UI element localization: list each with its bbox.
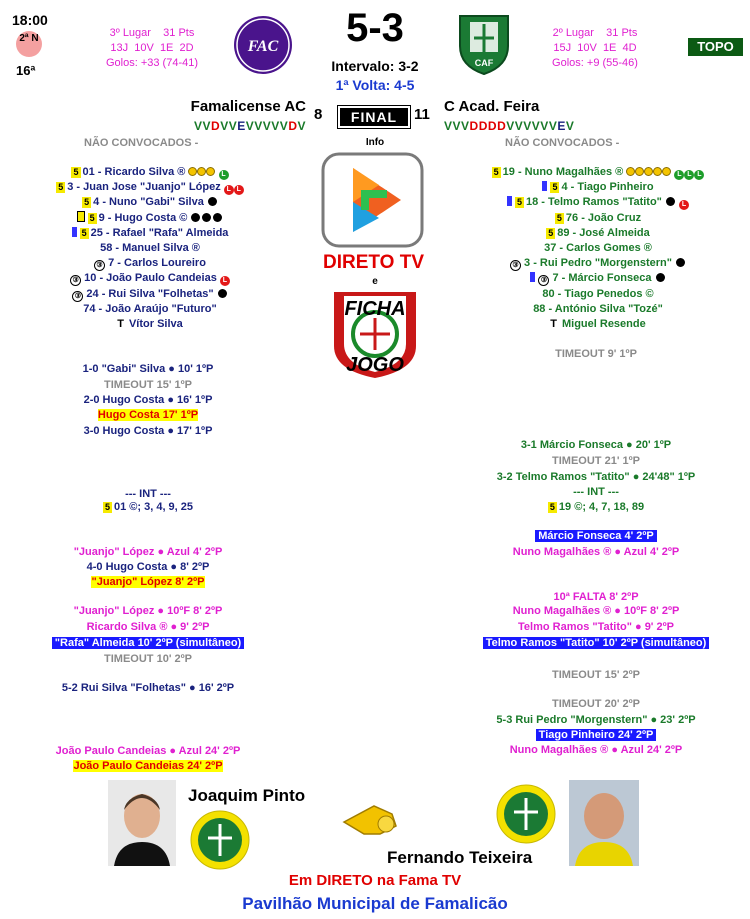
player-name: 4 - Tiago Pinheiro	[561, 181, 654, 194]
starter-icon: 5	[73, 167, 79, 177]
event-text: 19 ©; 4, 7, 18, 89	[558, 501, 645, 513]
player-name: 76 - João Cruz	[565, 211, 642, 224]
form-result: V	[444, 119, 453, 133]
player-name: Vítor Silva	[128, 318, 183, 330]
player-name: 10 - João Paulo Candeias	[84, 272, 217, 285]
event-text: "Rafa" Almeida 10' 2ºP (simultâneo)	[52, 637, 244, 649]
status-label: FINAL	[350, 109, 398, 125]
away-fouls: 11	[414, 106, 430, 123]
form-result: V	[514, 119, 524, 133]
match-event	[426, 620, 750, 635]
match-event	[0, 378, 318, 393]
match-event	[0, 393, 318, 408]
player-row[interactable]	[0, 271, 310, 286]
ficha-jogo-logo[interactable]	[320, 288, 430, 380]
assist-icon	[206, 167, 215, 176]
event-text: Hugo Costa 17' 1ºP	[97, 409, 199, 421]
match-event	[0, 408, 318, 423]
assist-icon	[653, 167, 662, 176]
away-form	[444, 119, 574, 133]
match-event	[426, 454, 750, 469]
substitution-icon	[507, 196, 512, 206]
event-text: 5-3 Rui Pedro "Morgenstern" ● 23' 2ºP	[496, 714, 696, 726]
form-result: D	[211, 119, 221, 133]
player-row[interactable]	[438, 256, 750, 271]
green-card-icon: L	[219, 170, 229, 180]
goal-icon	[191, 213, 200, 222]
match-event	[0, 681, 318, 696]
assist-icon	[626, 167, 635, 176]
home-form	[172, 119, 306, 133]
match-event	[426, 713, 750, 728]
home-position: 3º Lugar 31 Pts	[109, 27, 195, 39]
staff-icon: ③	[538, 275, 549, 286]
direto-tv-logo[interactable]	[321, 152, 424, 248]
match-event	[0, 424, 318, 439]
away-stats	[525, 26, 665, 71]
player-row[interactable]	[438, 287, 750, 302]
halftime-score: Intervalo: 3-2	[331, 58, 419, 74]
event-text: --- INT ---	[125, 488, 171, 500]
form-result: D	[288, 119, 298, 133]
away-team-name[interactable]: C Acad. Feira	[444, 98, 540, 115]
red-card-icon: L	[224, 185, 234, 195]
event-text: Nuno Magalhães ® ● Azul 4' 2ºP	[512, 546, 680, 558]
form-result: V	[254, 119, 263, 133]
event-text: Nuno Magalhães ® ● 10ºF 8' 2ºP	[512, 605, 680, 617]
top-button[interactable]: TOPO	[688, 38, 743, 56]
match-event	[0, 560, 318, 575]
event-text: 2-0 Hugo Costa ● 16' 1ºP	[83, 394, 213, 406]
starter-icon: 5	[81, 227, 87, 238]
match-event	[426, 743, 750, 758]
form-result: D	[487, 119, 498, 133]
player-row[interactable]	[0, 241, 310, 256]
green-card-icon: L	[684, 170, 694, 180]
division-badge-label: 2ª N	[19, 33, 39, 44]
info-label[interactable]: Info	[365, 137, 385, 148]
player-row[interactable]	[0, 165, 310, 180]
and-label: e	[372, 276, 378, 287]
match-event	[426, 728, 750, 743]
form-result: V	[228, 119, 238, 133]
match-event	[0, 636, 318, 651]
form-result: V	[565, 119, 575, 133]
player-name: 37 - Carlos Gomes ®	[544, 242, 652, 254]
referee2-badge-icon	[496, 784, 556, 844]
form-result: V	[461, 119, 470, 133]
staff-icon: ③	[94, 260, 105, 271]
player-name: 7 - Márcio Fonseca	[552, 272, 652, 285]
form-result: V	[202, 119, 212, 133]
event-text: 4-0 Hugo Costa ● 8' 2ºP	[86, 561, 210, 573]
referee1-badge-icon	[190, 810, 250, 870]
home-record: 13J 10V 1E 2D	[110, 42, 194, 54]
assist-icon	[188, 167, 197, 176]
event-text: TIMEOUT 20' 2ºP	[552, 698, 640, 710]
player-row[interactable]	[0, 180, 310, 195]
match-event	[426, 545, 750, 560]
green-card-icon: L	[674, 170, 684, 180]
player-name: 3 - Juan Jose "Juanjo" López	[67, 181, 221, 194]
form-result: V	[262, 119, 272, 133]
player-row[interactable]	[438, 180, 750, 195]
jogo-label: JOGO	[346, 354, 404, 376]
form-result: V	[452, 119, 462, 133]
form-result: V	[540, 119, 549, 133]
player-name: 19 - Nuno Magalhães ®	[502, 166, 624, 178]
referee2-name: Fernando Teixeira	[387, 848, 533, 867]
player-name: 18 - Telmo Ramos "Tatito"	[525, 196, 662, 209]
match-event	[0, 362, 318, 377]
player-name: 25 - Rafael "Rafa" Almeida	[90, 226, 229, 239]
home-fouls: 8	[314, 106, 323, 123]
player-name: 4 - Nuno "Gabi" Silva	[93, 196, 204, 209]
form-result: V	[220, 119, 229, 133]
match-event	[0, 604, 318, 619]
player-row[interactable]	[0, 195, 310, 210]
player-row[interactable]	[438, 211, 750, 226]
first-leg-score: 1ª Volta: 4-5	[335, 77, 415, 93]
goal-icon	[666, 197, 675, 206]
away-goals: Golos: +9 (55-46)	[552, 57, 638, 69]
player-name: 58 - Manuel Silva ®	[100, 242, 200, 254]
direto-tv-link[interactable]: DIRETO TV	[323, 252, 424, 273]
whistle-icon	[340, 800, 404, 840]
assist-icon	[197, 167, 206, 176]
event-text: Tiago Pinheiro 24' 2ºP	[536, 729, 657, 741]
event-text: TIMEOUT 15' 1ºP	[104, 379, 192, 391]
event-text: Nuno Magalhães ® ● Azul 24' 2ºP	[509, 744, 683, 756]
event-text: TIMEOUT 9' 1ºP	[555, 348, 637, 360]
match-event	[0, 759, 318, 774]
yellow-card-icon	[77, 211, 85, 222]
event-text: --- INT ---	[573, 486, 619, 498]
form-result: V	[279, 119, 289, 133]
coach-icon: T	[117, 318, 124, 330]
starter-icon: 5	[516, 197, 522, 208]
substitution-icon	[72, 227, 77, 237]
starter-icon: 5	[58, 182, 64, 193]
match-event	[426, 485, 750, 500]
player-name: 7 - Carlos Loureiro	[108, 257, 206, 270]
starter-icon: 5	[556, 212, 562, 223]
player-name: 01 - Ricardo Silva ®	[82, 166, 186, 178]
event-text: 3-0 Hugo Costa ● 17' 1ºP	[83, 425, 213, 437]
player-name: 3 - Rui Pedro "Morgenstern"	[524, 257, 672, 270]
match-event	[0, 744, 318, 759]
coach-icon: T	[550, 318, 557, 330]
event-text: 1-0 "Gabi" Silva ● 10' 1ºP	[82, 363, 214, 375]
form-result: V	[297, 119, 306, 133]
form-result: V	[523, 119, 532, 133]
substitution-icon	[530, 272, 535, 282]
division-badge-icon	[16, 31, 42, 57]
match-event	[0, 545, 318, 560]
match-event	[426, 529, 750, 544]
player-row[interactable]	[0, 317, 310, 332]
event-text: TIMEOUT 15' 2ºP	[552, 669, 640, 681]
player-row[interactable]	[0, 287, 310, 302]
match-event	[426, 438, 750, 453]
event-text: João Paulo Candeias ● Azul 24' 2ºP	[55, 745, 241, 757]
home-stats	[82, 26, 222, 71]
away-team-logo[interactable]	[456, 12, 512, 76]
svg-text:FAC: FAC	[247, 38, 279, 55]
goal-icon	[656, 273, 665, 282]
starter-icon: 5	[493, 167, 499, 177]
form-result: V	[271, 119, 280, 133]
match-event	[426, 604, 750, 619]
red-card-icon: L	[220, 276, 230, 286]
form-result: V	[548, 119, 558, 133]
player-name: Miguel Resende	[561, 318, 646, 330]
substitution-icon	[542, 181, 547, 191]
away-absent-label: NÃO CONVOCADOS -	[505, 137, 620, 149]
staff-icon: ③	[72, 291, 83, 302]
home-team-name[interactable]: Famalicense AC	[190, 98, 306, 115]
player-row[interactable]	[438, 241, 750, 256]
event-text: Márcio Fonseca 4' 2ºP	[535, 530, 656, 542]
away-position: 2º Lugar 31 Pts	[552, 27, 638, 39]
svg-text:CAF: CAF	[474, 58, 494, 68]
referee1-name: Joaquim Pinto	[188, 786, 306, 805]
event-text: Telmo Ramos "Tatito" ● 9' 2ºP	[518, 621, 674, 633]
match-event	[426, 590, 750, 605]
player-name: 88 - António Silva "Tozé"	[533, 302, 663, 315]
home-absent-label: NÃO CONVOCADOS -	[84, 137, 199, 149]
player-row[interactable]	[438, 317, 750, 332]
match-event	[426, 636, 750, 651]
referee2-photo	[569, 780, 639, 866]
starter-icon: 5	[104, 502, 110, 512]
starter-icon: 5	[84, 197, 90, 208]
player-row[interactable]	[0, 256, 310, 271]
event-text: Telmo Ramos "Tatito" 10' 2ºP (simultâneo)	[483, 637, 710, 649]
starter-icon: 5	[89, 212, 95, 223]
player-row[interactable]	[438, 302, 750, 317]
starter-icon: 5	[552, 182, 558, 193]
red-card-icon: L	[679, 200, 689, 210]
assist-icon	[635, 167, 644, 176]
form-result: V	[506, 119, 515, 133]
staff-icon: ③	[510, 260, 521, 271]
player-row[interactable]	[0, 226, 310, 241]
referee1-photo	[108, 780, 176, 866]
player-row[interactable]	[0, 211, 310, 226]
event-text: TIMEOUT 10' 2ºP	[104, 653, 192, 665]
event-text: Ricardo Silva ® ● 9' 2ºP	[86, 621, 210, 633]
event-text: 3-1 Márcio Fonseca ● 20' 1ºP	[520, 439, 672, 451]
goal-icon	[213, 213, 222, 222]
player-row[interactable]	[438, 226, 750, 241]
match-event	[426, 470, 750, 485]
form-result: V	[531, 119, 541, 133]
goal-icon	[676, 258, 685, 267]
home-goals: Golos: +33 (74-41)	[105, 57, 199, 69]
home-team-logo[interactable]	[232, 14, 294, 76]
kickoff-time: 18:00	[12, 12, 48, 28]
player-row[interactable]	[0, 302, 310, 317]
form-result: V	[193, 119, 203, 133]
staff-icon: ③	[70, 275, 81, 286]
event-text: "Juanjo" López ● 10ºF 8' 2ºP	[73, 605, 223, 617]
status-final	[338, 106, 410, 128]
form-result: D	[469, 119, 479, 133]
starter-icon: 5	[548, 227, 554, 238]
starter-icon: 5	[549, 502, 555, 512]
away-record: 15J 10V 1E 4D	[553, 42, 637, 54]
venue: Pavilhão Municipal de Famalicão	[242, 894, 508, 913]
event-text: "Juanjo" López 8' 2ºP	[91, 576, 205, 588]
green-card-icon: L	[694, 170, 704, 180]
form-result: D	[497, 119, 507, 133]
goal-icon	[208, 197, 217, 206]
player-name: 89 - José Almeida	[557, 226, 650, 239]
event-text: 10ª FALTA 8' 2ºP	[553, 591, 639, 603]
match-event	[0, 575, 318, 590]
form-result: D	[478, 119, 488, 133]
player-name: 80 - Tiago Penedos ©	[542, 287, 654, 300]
player-row[interactable]	[438, 195, 750, 210]
assist-icon	[662, 167, 671, 176]
event-text: 01 ©; 3, 4, 9, 25	[113, 501, 194, 513]
match-event	[0, 500, 318, 515]
assist-icon	[644, 167, 653, 176]
match-event	[0, 620, 318, 635]
match-score: 5-3	[346, 6, 404, 50]
match-event	[426, 697, 750, 712]
form-result: E	[237, 119, 246, 133]
player-row[interactable]	[438, 165, 750, 180]
ficha-label: FICHA	[344, 298, 406, 320]
form-result: E	[557, 119, 566, 133]
player-name: 24 - Rui Silva "Folhetas"	[86, 287, 214, 300]
match-event	[0, 652, 318, 667]
player-name: 9 - Hugo Costa ©	[98, 211, 188, 224]
match-event	[426, 668, 750, 683]
event-text: "Juanjo" López ● Azul 4' 2ºP	[73, 546, 223, 558]
player-name: 74 - João Araújo "Futuro"	[83, 302, 217, 315]
form-result: V	[245, 119, 255, 133]
round-number: 16ª	[16, 63, 36, 78]
event-text: João Paulo Candeias 24' 2ºP	[73, 760, 223, 772]
player-row[interactable]	[438, 271, 750, 286]
match-event	[426, 500, 750, 515]
goal-icon	[218, 289, 227, 298]
event-text: TIMEOUT 21' 1ºP	[552, 455, 640, 467]
event-text: 5-2 Rui Silva "Folhetas" ● 16' 2ºP	[61, 682, 235, 694]
match-event	[426, 347, 750, 362]
red-card-icon: L	[234, 185, 244, 195]
goal-icon	[202, 213, 211, 222]
live-label[interactable]: Em DIRETO na Fama TV	[288, 872, 462, 889]
event-text: 3-2 Telmo Ramos "Tatito" ● 24'48" 1ºP	[496, 471, 696, 483]
